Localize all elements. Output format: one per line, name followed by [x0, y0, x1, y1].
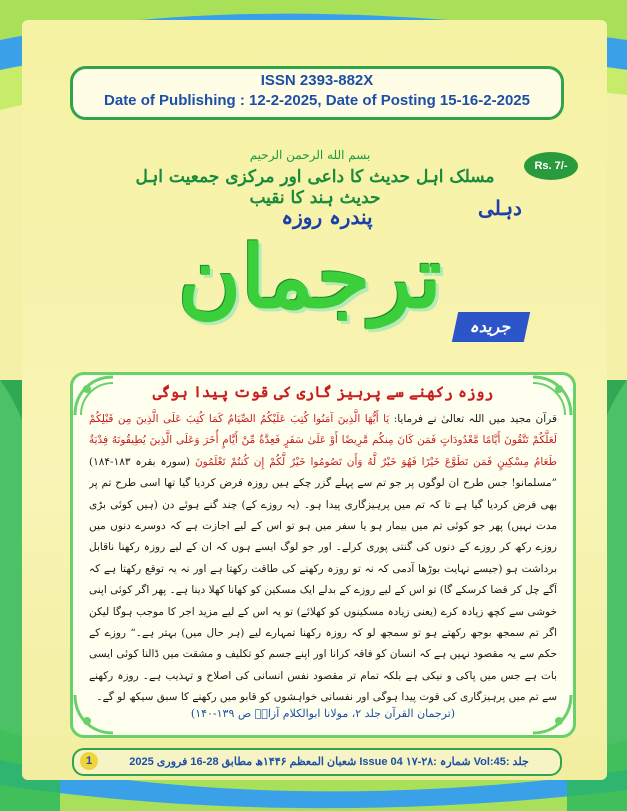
- issue-footer: [72, 748, 562, 776]
- issn-box: [70, 66, 564, 120]
- article-title: روزہ رکھنے سے پرہیز گاری کی قوت پیدا ہوگی: [152, 383, 494, 401]
- price-badge: Rs. 7/-: [524, 152, 578, 180]
- masthead-title: ترجمان: [178, 227, 442, 328]
- article-source: (ترجمان القرآن جلد ۲، مولانا ابوالکلام آزادؔ ص ۱۳۹-۱۴۰): [190, 707, 456, 720]
- issue-info: جلد :Vol:45 شمارہ :Issue 04 ۱۷-۲۸ شعبان المعظم ۱۴۴۶ھ مطابق 28-16 فروری 2025: [129, 756, 529, 768]
- bismillah: بسم الله الرحمن الرحيم: [249, 148, 371, 162]
- jareeda-tag: جریدہ: [452, 312, 530, 342]
- masthead-subtitle: مسلک اہل حدیث کا داعی اور مرکزی جمعیت اہل حدیث ہند کا نقیب: [135, 167, 495, 208]
- verse-reference: (سورہ بقرہ ۱۸۳-۱۸۴): [89, 455, 191, 468]
- article-box: [70, 372, 576, 738]
- article-text: ”مسلمانو! جس طرح ان لوگوں پر جو تم سے پہلے گزر چکے ہیں روزہ فرض کردیا گیا تھا اسی طرح تم پر بھی فرض کردیا گیا ہے تا کہ تم میں پرہیزگاری پیدا ہو۔ (یہ روزے کے) چند گنے ہوئے دن (ہیں کوئی بڑی مدت نہیں) پھر جو کوئی تم میں بیمار ہو یا سفر میں ہو تو اس کے لیے اجازت ہے کہ دوسرے دنوں میں روزے رکھ کر روزے کے دنوں کی گنتی پوری کرلے۔ اور جو لوگ ایسے ہوں کہ ان کے لیے روزہ رکھنا ناقابل برداشت ہو (جیسے نہایت بوڑھا آدمی کہ نہ تو روزہ رکھنے کی طاقت رکھتا ہے اور نہ یہ توقع رکھتا ہے کہ آگے چل کر قضا کرسکے گا) تو اس کے لیے روزے کے بدلے ایک مسکین کو کھانا کھلا دینا ہے۔ پھر اگر کوئی اپنی خوشی سے کچھ زیادہ کرے (یعنی زیادہ مسکینوں کو کھلائے) تو یہ اس کے لیے مزید اجر کا موجب ہوگا لیکن اگر تم سمجھ بوجھ رکھتے ہو تو سمجھ لو کہ روزہ رکھنا تمہارے لیے (ہر حال میں) بہتر ہے۔“ روزے کے حکم سے یہ مقصود نہیں ہے کہ انسان کو فاقہ کرانا اور اپنے جسم کو تکلیف و مشقت میں ڈالنا کوئی ایسی بات ہے جس میں پاکی و نیکی ہے بلکہ تمام تر مقصود نفس انسانی کی اصلاح و تہذیب ہے۔ روزہ رکھنے سے تم میں پرہیزگاری کی قوت پیدا ہوگی اور نفسانی خواہشوں کو قابو میں رکھنے کا سبق سیکھ لو گے۔: [89, 477, 557, 704]
- fortnightly-label: پندرہ روزہ: [281, 205, 373, 229]
- issn-number: ISSN 2393-882X: [260, 72, 374, 89]
- quran-verse: یَا أَیُّهَا الَّذِینَ آمَنُوا کُتِبَ عَلَیْکُمُ الصِّیَامُ کَمَا کُتِبَ عَلَی الَّذِینَ مِن قَبْلِکُمْ لَعَلَّکُمْ تَتَّقُونَ أَیَّامًا مَّعْدُودَاتٍ فَمَن کَانَ مِنکُم مَّرِیضًا أَوْ عَلَیٰ سَفَرٍ فَعِدَّةٌ مِّنْ أَیَّامٍ أُخَرَ وَعَلَی الَّذِینَ یُطِیقُونَهُ فِدْیَةٌ طَعَامُ مِسْکِینٍ فَمَن تَطَوَّعَ خَیْرًا فَهُوَ خَیْرٌ لَّهُ وَأَن تَصُومُوا خَیْرٌ لَّکُمْ إِن کُنتُمْ تَعْلَمُونَ: [89, 413, 557, 468]
- article-intro: قرآن مجید میں اللہ تعالیٰ نے فرمایا:: [393, 413, 557, 425]
- publishing-dates: Date of Publishing : 12-2-2025, Date of Posting 15-16-2-2025: [104, 92, 530, 109]
- city-label: دہلی: [478, 196, 522, 220]
- page-number: 1: [80, 752, 98, 770]
- article-body: [89, 409, 557, 707]
